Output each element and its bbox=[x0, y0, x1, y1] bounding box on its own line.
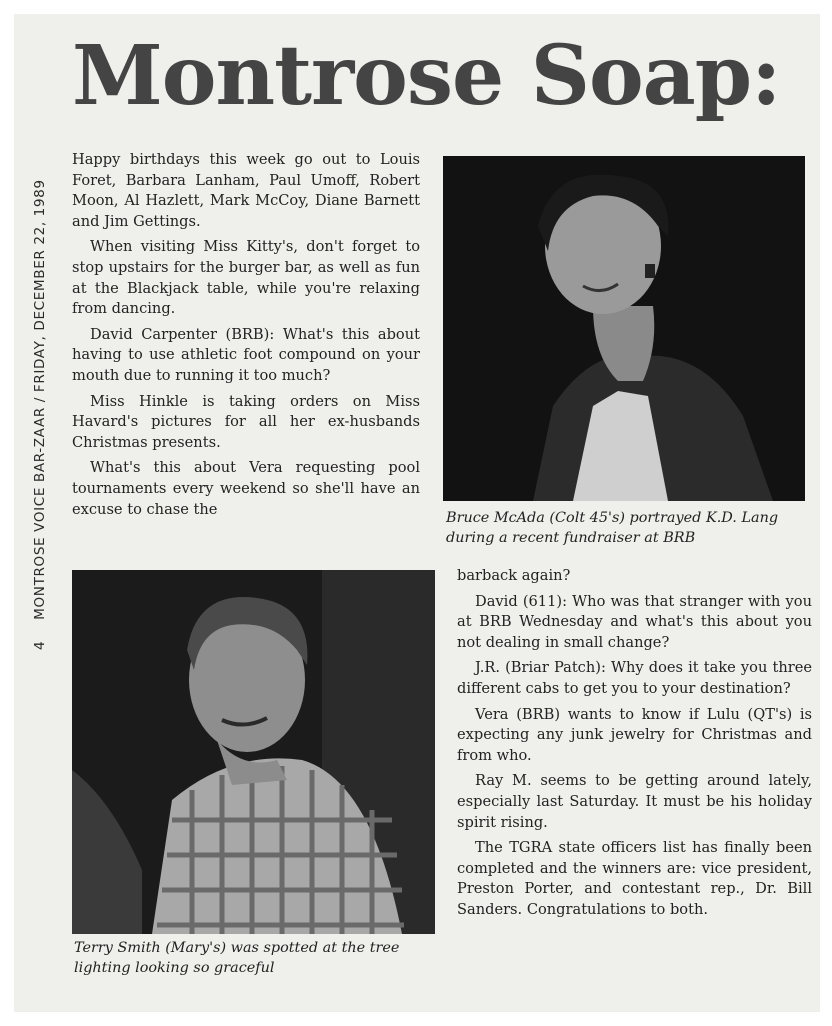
photo-bruce-mcada bbox=[443, 156, 805, 501]
page-folio bbox=[32, 179, 48, 650]
paragraph-jr-briar-patch: J.R. (Briar Patch): Why does it take you three different cabs to get you to your destination? bbox=[457, 659, 812, 697]
column-headline: Montrose Soap: bbox=[72, 28, 781, 124]
portrait-woman-image bbox=[443, 156, 805, 501]
paragraph-tgra-officers: The TGRA state officers list has finally been completed and the winners are: vice president, Preston Porter, and contestant rep., Dr. Bill Sanders. Congratulations to both. bbox=[457, 839, 812, 918]
paragraph-birthdays: Happy birthdays this week go out to Louis Foret, Barbara Lanham, Paul Umoff, Robert Moon, Al Hazlett, Mark McCoy, Diane Barnett and Jim Gettings. bbox=[72, 151, 420, 230]
photo-terry-smith bbox=[72, 570, 435, 934]
paragraph-miss-hinkle: Miss Hinkle is taking orders on Miss Havard's pictures for all her ex-husbands Christmas presents. bbox=[72, 392, 420, 451]
page-number: 4 bbox=[32, 640, 48, 650]
publication-dateline: MONTROSE VOICE BAR-ZAAR / FRIDAY, DECEMBER 22, 1989 bbox=[32, 179, 48, 620]
left-text-column bbox=[72, 150, 420, 525]
paragraph-david-611: David (611): Who was that stranger with you at BRB Wednesday and what's this about you not dealing in small change? bbox=[457, 592, 812, 651]
paragraph-david-carpenter: David Carpenter (BRB): What's this about having to use athletic foot compound on your mouth due to running it too much? bbox=[72, 325, 420, 384]
right-text-column bbox=[457, 566, 812, 926]
paragraph-vera-pool: What's this about Vera requesting pool tournaments every weekend so she'll have an excuse to chase the bbox=[72, 459, 420, 518]
portrait-man-image bbox=[72, 570, 435, 934]
photo-caption-terry-smith: Terry Smith (Mary's) was spotted at the tree lighting looking so graceful bbox=[74, 940, 400, 976]
paragraph-ray-m: Ray M. seems to be getting around lately, especially last Saturday. It must be his holiday spirit rising. bbox=[457, 772, 812, 831]
photo-caption-bruce-mcada: Bruce McAda (Colt 45's) portrayed K.D. Lang during a recent fundraiser at BRB bbox=[446, 510, 779, 546]
paragraph-barback-continued: barback again? bbox=[457, 567, 571, 584]
paragraph-miss-kittys: When visiting Miss Kitty's, don't forget to stop upstairs for the burger bar, as well as fun at the Blackjack table, while you're relaxing from dancing. bbox=[72, 238, 420, 318]
paragraph-vera-lulu: Vera (BRB) wants to know if Lulu (QT's) is expecting any junk jewelry for Christmas and from who. bbox=[457, 705, 812, 764]
